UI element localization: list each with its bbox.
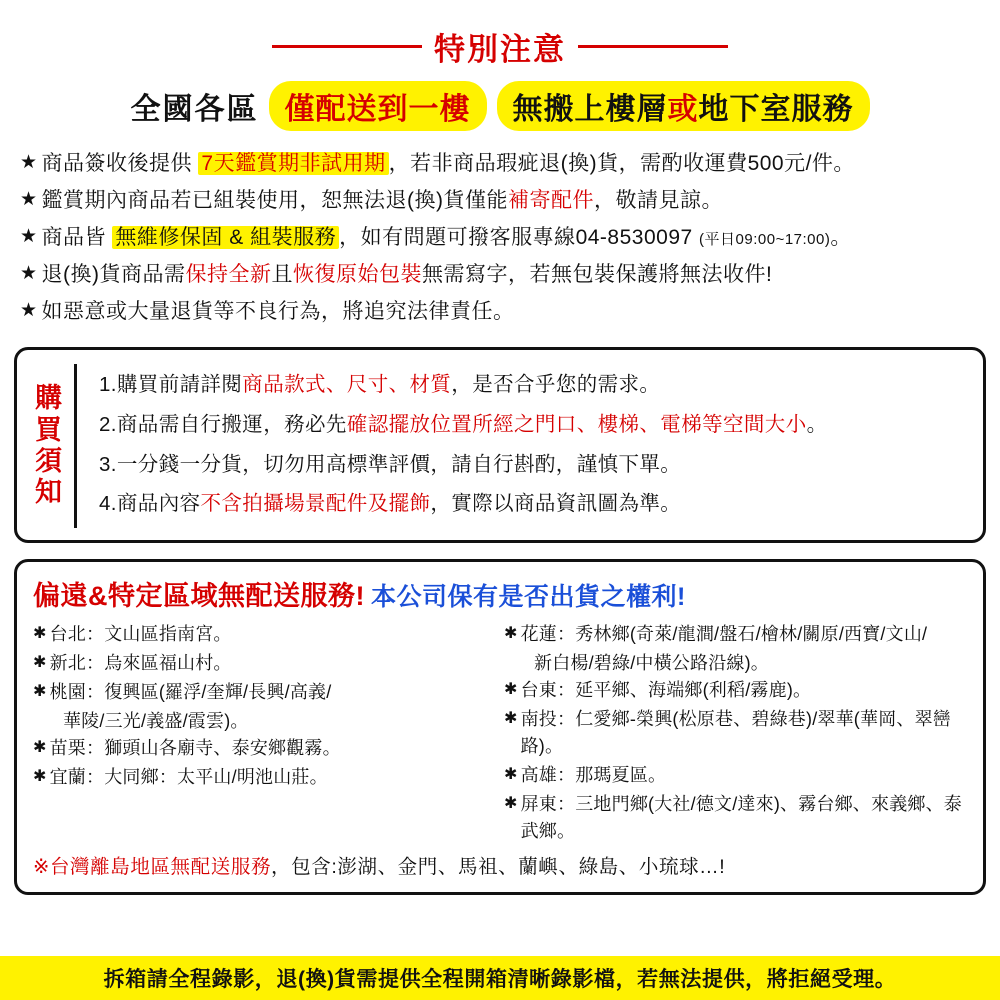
asterisk-icon: ✱	[504, 710, 518, 728]
area-text: 新北：烏來區福山村。	[49, 653, 232, 674]
bullet-text: 商品皆 無維修保固 & 組裝服務 ，如有問題可撥客服專線04-8530097 (平日09:00~17:00)。	[41, 226, 852, 250]
footer-text: 拆箱請全程錄影，退(換)貨需提供全程開箱清晰錄影檔，若無法提供，將拒絕受理。	[103, 968, 897, 991]
notice-bullet-list	[14, 147, 986, 329]
list-item	[33, 621, 496, 648]
delivery-headline	[14, 81, 986, 131]
bullet-text: 鑑賞期內商品若已組裝使用，恕無法退(換)貨僅能補寄配件，敬請見諒。	[41, 189, 724, 213]
list-item: 2.商品需自行搬運，務必先確認擺放位置所經之門口、樓梯、電梯等空間大小。	[99, 412, 828, 436]
list-item	[33, 764, 496, 791]
page-title: 特別注意	[434, 32, 566, 67]
island-note-red: ※台灣離島地區無配送服務	[33, 856, 272, 879]
island-note	[33, 853, 967, 882]
star-icon: ★	[20, 226, 38, 248]
island-note-rest: ，包含:澎湖、金門、馬祖、蘭嶼、綠島、小琉球…!	[271, 856, 726, 879]
remote-area-right-column	[504, 621, 967, 847]
asterisk-icon: ✱	[33, 625, 47, 643]
list-item	[20, 147, 980, 181]
list-item: 1.購買前請詳閱商品款式、尺寸、材質，是否合乎您的需求。	[99, 373, 661, 397]
area-text: 高雄：那瑪夏區。	[520, 765, 667, 786]
list-item	[20, 295, 980, 329]
vertical-char: 買	[35, 414, 62, 445]
headline-badge-no-carry: 無搬上樓層或地下室服務	[497, 81, 870, 131]
star-icon: ★	[20, 152, 38, 173]
asterisk-icon: ✱	[504, 625, 518, 643]
asterisk-icon: ✱	[33, 739, 47, 757]
remote-area-heading	[33, 574, 967, 613]
area-text-continued: 新白楊/碧綠/中橫公路沿線)。	[534, 653, 769, 674]
special-notice-section	[14, 0, 986, 329]
list-item	[20, 221, 980, 255]
vertical-char: 須	[35, 446, 62, 477]
area-text: 宜蘭：大同鄉：太平山/明池山莊。	[49, 767, 328, 788]
vertical-char: 購	[35, 383, 62, 414]
special-notice-title-row	[14, 24, 986, 69]
title-rule-left	[272, 45, 422, 48]
area-text-continued: 華陵/三光/義盛/霞雲)。	[63, 711, 249, 732]
asterisk-icon: ✱	[33, 654, 47, 672]
remote-area-columns	[33, 621, 967, 847]
remote-heading-red: 偏遠&特定區域無配送服務!	[33, 581, 365, 612]
area-text: 台東：延平鄉、海端鄉(利稻/霧鹿)。	[520, 680, 812, 701]
list-item	[504, 621, 967, 648]
purchase-notes-vertical-label	[35, 364, 77, 528]
purchase-notes-section	[14, 347, 986, 543]
area-text: 花蓮：秀林鄉(奇萊/龍澗/盤石/檜林/關原/西寶/文山/	[520, 624, 928, 645]
list-item	[504, 791, 967, 845]
list-item	[504, 677, 967, 704]
asterisk-icon: ✱	[504, 795, 518, 813]
area-text: 苗栗：獅頭山各廟寺、泰安鄉觀霧。	[49, 738, 341, 759]
footer-banner	[0, 956, 1000, 1000]
bullet-text: 如惡意或大量退貨等不良行為，將追究法律責任。	[41, 300, 515, 324]
headline-region-label: 全國各區	[130, 93, 259, 126]
star-icon: ★	[20, 189, 38, 211]
list-item	[33, 679, 496, 706]
bullet-text: 商品簽收後提供 7天鑑賞期非試用期 ，若非商品瑕疵退(換)貨，需酌收運費500元/件。	[41, 152, 855, 175]
remote-area-section	[14, 559, 986, 895]
list-item	[20, 258, 980, 292]
title-rule-right	[578, 45, 728, 48]
list-item	[20, 184, 980, 218]
list-item	[504, 762, 967, 789]
asterisk-icon: ✱	[504, 681, 518, 699]
list-item: 3.一分錢一分貨，切勿用高標準評價，請自行斟酌，謹慎下單。	[99, 452, 682, 476]
vertical-char: 知	[35, 477, 62, 508]
area-text: 屏東：三地門鄉(大社/德文/達來)、霧台鄉、來義鄉、泰武鄉。	[520, 794, 963, 842]
area-text: 桃園：復興區(羅浮/奎輝/長興/高義/	[49, 682, 332, 703]
asterisk-icon: ✱	[504, 766, 518, 784]
star-icon: ★	[20, 300, 38, 322]
area-text: 南投：仁愛鄉-榮興(松原巷、碧綠巷)/翠華(華岡、翠巒路)。	[520, 709, 951, 757]
bullet-text: 退(換)貨商品需保持全新且恢復原始包裝無需寫字，若無包裝保護將無法收件!	[41, 263, 773, 287]
list-item	[33, 650, 496, 677]
list-item	[504, 706, 967, 760]
asterisk-icon: ✱	[33, 683, 47, 701]
star-icon: ★	[20, 263, 38, 285]
area-text: 台北：文山區指南宮。	[49, 624, 232, 645]
remote-area-left-column	[33, 621, 504, 847]
purchase-notes-list	[91, 364, 965, 528]
headline-badge-ground-floor: 僅配送到一樓	[269, 81, 487, 131]
remote-heading-blue: 本公司保有是否出貨之權利!	[371, 583, 686, 612]
asterisk-icon: ✱	[33, 768, 47, 786]
list-item: 4.商品內容不含拍攝場景配件及擺飾，實際以商品資訊圖為準。	[99, 492, 682, 516]
list-item	[33, 735, 496, 762]
